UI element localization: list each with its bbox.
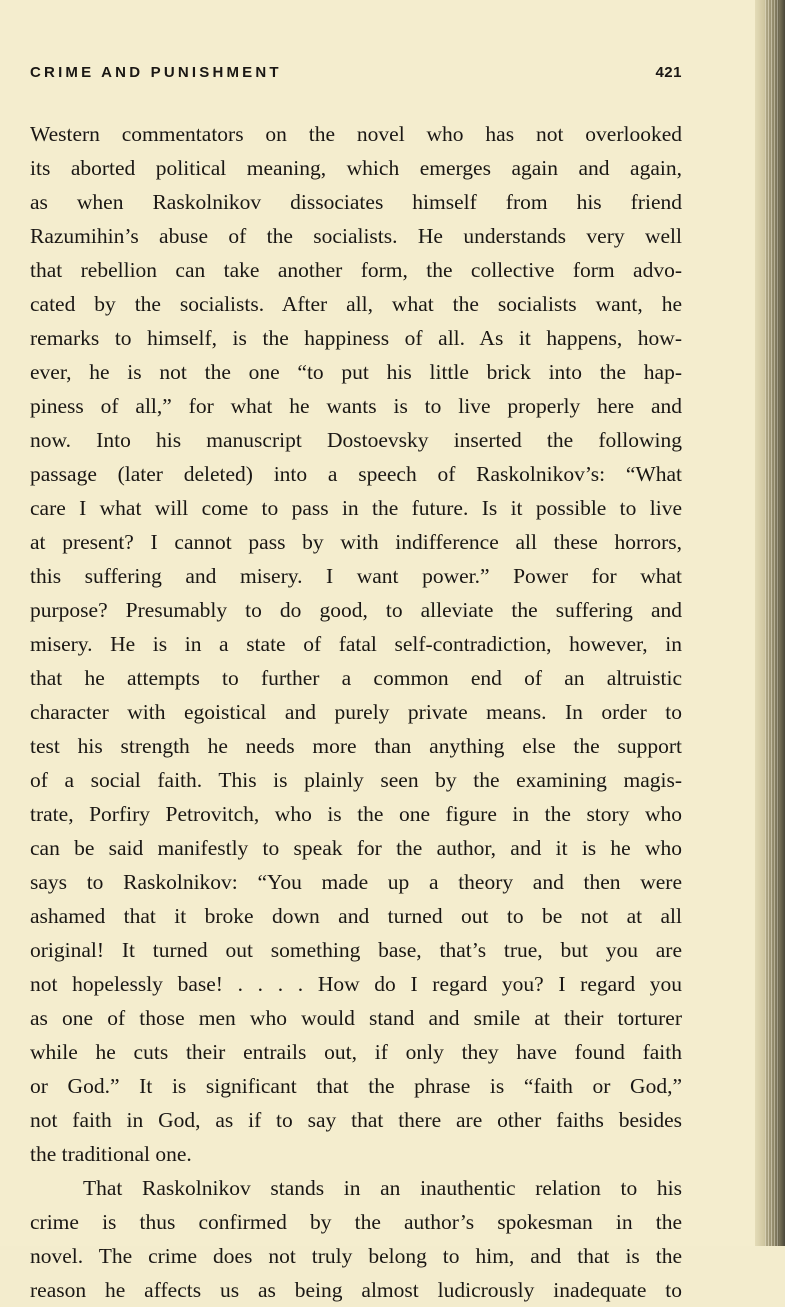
text-line: says to Raskolnikov: “You made up a theory and then were bbox=[30, 870, 682, 894]
text-line: or God.” It is significant that the phrase is “faith or God,” bbox=[30, 1074, 682, 1098]
text-line: as when Raskolnikov dissociates himself from his friend bbox=[30, 190, 682, 214]
text-line: novel. The crime does not truly belong to him, and that is the bbox=[30, 1244, 682, 1268]
text-line: the traditional one. bbox=[30, 1142, 192, 1166]
text-line: Razumihin’s abuse of the socialists. He understands very well bbox=[30, 224, 682, 248]
text-line: misery. He is in a state of fatal self-contradiction, however, in bbox=[30, 632, 682, 656]
running-title: CRIME AND PUNISHMENT bbox=[30, 64, 282, 81]
text-line: as one of those men who would stand and smile at their torturer bbox=[30, 1006, 682, 1030]
body-text bbox=[30, 117, 682, 1307]
text-line: passage (later deleted) into a speech of Raskolnikov’s: “What bbox=[30, 462, 682, 486]
text-line: trate, Porfiry Petrovitch, who is the one figure in the story who bbox=[30, 802, 682, 826]
text-line: this suffering and misery. I want power.” Power for what bbox=[30, 564, 682, 588]
text-line: remarks to himself, is the happiness of all. As it happens, how- bbox=[30, 326, 682, 350]
text-line: character with egoistical and purely private means. In order to bbox=[30, 700, 682, 724]
text-line: cated by the socialists. After all, what the socialists want, he bbox=[30, 292, 682, 316]
text-line: not hopelessly base! . . . . How do I regard you? I regard you bbox=[30, 972, 682, 996]
text-line: can be said manifestly to speak for the author, and it is he who bbox=[30, 836, 682, 860]
text-line: reason he affects us as being almost ludicrously inadequate to bbox=[30, 1278, 682, 1302]
text-line: crime is thus confirmed by the author’s spokesman in the bbox=[30, 1210, 682, 1234]
text-line: ashamed that it broke down and turned out to be not at all bbox=[30, 904, 682, 928]
text-line: of a social faith. This is plainly seen by the examining magis- bbox=[30, 768, 682, 792]
page-number: 421 bbox=[655, 64, 682, 81]
page-edge bbox=[755, 0, 785, 1246]
text-line: care I what will come to pass in the future. Is it possible to live bbox=[30, 496, 682, 520]
text-line: piness of all,” for what he wants is to live properly here and bbox=[30, 394, 682, 418]
text-line: not faith in God, as if to say that there are other faiths besides bbox=[30, 1108, 682, 1132]
running-header bbox=[30, 64, 682, 81]
text-line: while he cuts their entrails out, if only they have found faith bbox=[30, 1040, 682, 1064]
text-line: Western commentators on the novel who has not overlooked bbox=[30, 122, 682, 146]
text-line: its aborted political meaning, which emerges again and again, bbox=[30, 156, 682, 180]
text-line: purpose? Presumably to do good, to alleviate the suffering and bbox=[30, 598, 682, 622]
paragraph-1 bbox=[30, 117, 682, 1171]
text-line: original! It turned out something base, that’s true, but you are bbox=[30, 938, 682, 962]
text-line: That Raskolnikov stands in an inauthentic relation to his bbox=[83, 1176, 682, 1200]
text-line: test his strength he needs more than anything else the support bbox=[30, 734, 682, 758]
text-line: that he attempts to further a common end of an altruistic bbox=[30, 666, 682, 690]
text-line: ever, he is not the one “to put his little brick into the hap- bbox=[30, 360, 682, 384]
paragraph-2 bbox=[30, 1171, 682, 1307]
text-line: at present? I cannot pass by with indifference all these horrors, bbox=[30, 530, 682, 554]
text-line: now. Into his manuscript Dostoevsky inserted the following bbox=[30, 428, 682, 452]
text-line: that rebellion can take another form, the collective form advo- bbox=[30, 258, 682, 282]
page-edge-stack bbox=[765, 0, 779, 1246]
